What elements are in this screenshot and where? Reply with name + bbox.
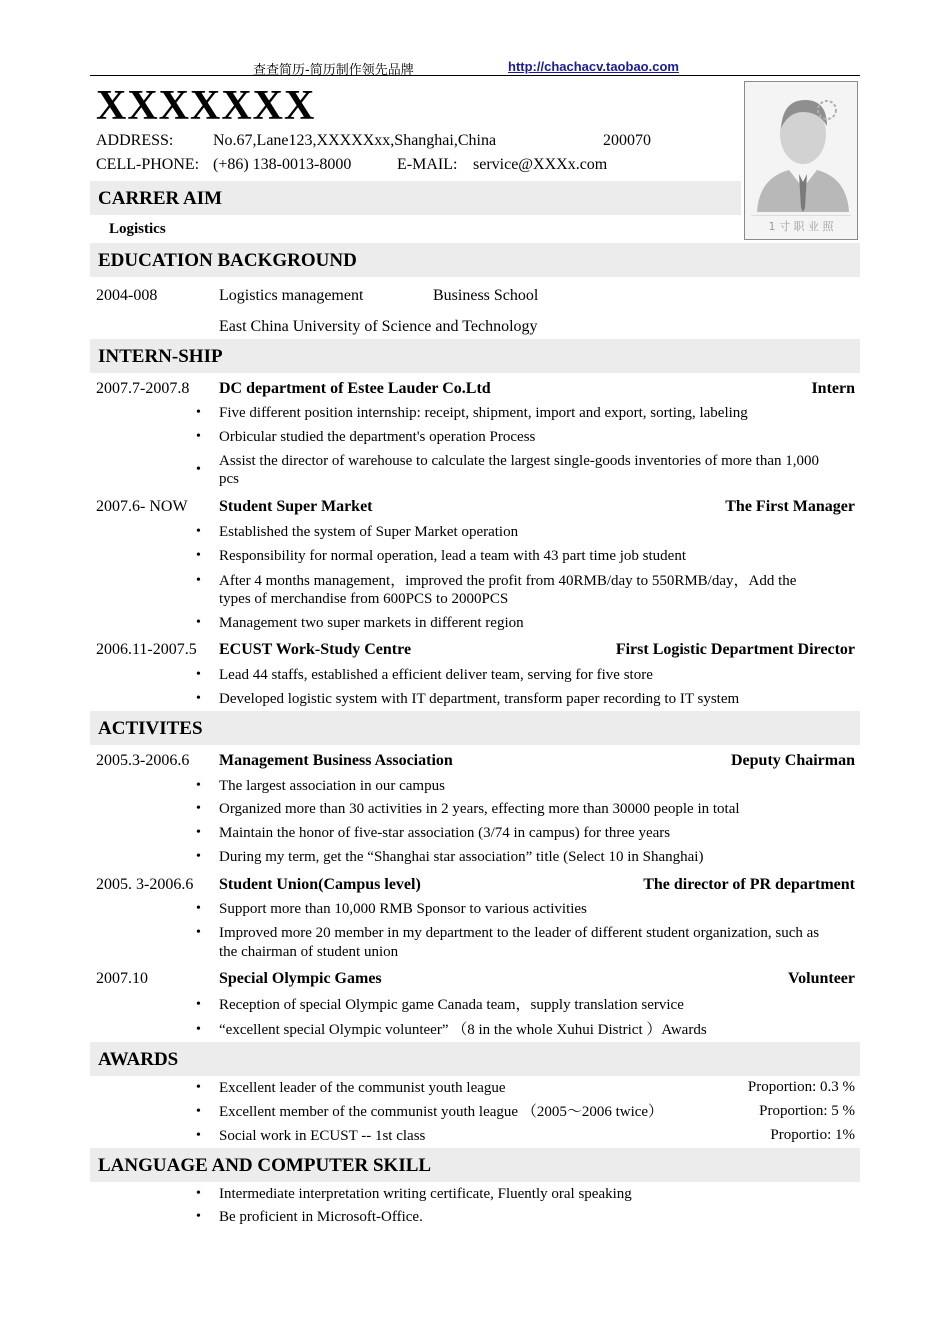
list-item: Responsibility for normal operation, lead a team with 43 part time job student <box>219 548 686 564</box>
bullet-icon: • <box>196 573 201 588</box>
section-title: LANGUAGE AND COMPUTER SKILL <box>98 1155 432 1176</box>
education-school-type: Business School <box>433 287 539 304</box>
list-item: Management two super markets in different region <box>219 615 524 631</box>
intern-date: 2006.11-2007.5 <box>96 641 197 658</box>
education-major: Logistics management <box>219 287 364 304</box>
intern-date: 2007.6- NOW <box>96 498 188 515</box>
zip-code: 200070 <box>603 132 651 149</box>
bullet-icon: • <box>196 405 201 420</box>
bullet-icon: • <box>196 524 201 539</box>
bullet-icon: • <box>196 1209 201 1224</box>
award-text: Excellent leader of the communist youth league <box>219 1080 506 1096</box>
brand-link[interactable]: http://chachacv.taobao.com <box>508 59 679 74</box>
intern-org: DC department of Estee Lauder Co.Ltd <box>219 380 491 397</box>
list-item-continuation: pcs <box>219 471 239 487</box>
section-title: EDUCATION BACKGROUND <box>98 250 357 271</box>
brand-text: 查查简历-简历制作领先品牌 <box>253 63 414 78</box>
bullet-icon: • <box>196 429 201 444</box>
section-language-skill <box>90 1148 860 1182</box>
header-divider <box>90 75 860 76</box>
activity-date: 2007.10 <box>96 970 148 987</box>
list-item: Maintain the honor of five-star association (3/74 in campus) for three years <box>219 825 671 841</box>
activity-org: Special Olympic Games <box>219 970 382 987</box>
intern-role: Intern <box>811 380 855 397</box>
person-silhouette-icon <box>745 82 857 239</box>
section-title: CARRER AIM <box>98 188 223 209</box>
section-title: INTERN-SHIP <box>98 346 223 367</box>
bullet-icon: • <box>196 778 201 793</box>
bullet-icon: • <box>196 1022 201 1037</box>
intern-role: First Logistic Department Director <box>615 641 855 658</box>
list-item: Be proficient in Microsoft-Office. <box>219 1209 423 1225</box>
list-item: Intermediate interpretation writing certificate, Fluently oral speaking <box>219 1186 632 1202</box>
address-value: No.67,Lane123,XXXXXxx,Shanghai,China <box>213 132 497 149</box>
list-item: Organized more than 30 activities in 2 years, effecting more than 30000 people in total <box>219 801 740 817</box>
activity-org: Management Business Association <box>219 752 453 769</box>
activity-role: Deputy Chairman <box>730 752 855 769</box>
list-item: During my term, get the “Shanghai star association” title (Select 10 in Shanghai) <box>219 849 704 865</box>
photo-caption: 1 寸 职 业 照 <box>768 220 834 233</box>
intern-date: 2007.7-2007.8 <box>96 380 190 397</box>
bullet-icon: • <box>196 1186 201 1201</box>
intern-org: ECUST Work-Study Centre <box>219 641 412 658</box>
bullet-icon: • <box>196 1104 201 1119</box>
list-item: Established the system of Super Market operation <box>219 524 519 540</box>
intern-role: The First Manager <box>725 498 855 515</box>
section-title: ACTIVITES <box>98 718 203 739</box>
list-item-continuation: the chairman of student union <box>219 944 399 960</box>
bullet-icon: • <box>196 462 201 477</box>
list-item-continuation: types of merchandise from 600PCS to 2000PCS <box>219 591 509 607</box>
section-title: AWARDS <box>98 1049 179 1070</box>
section-education <box>90 243 860 277</box>
bullet-icon: • <box>196 801 201 816</box>
bullet-icon: • <box>196 667 201 682</box>
resume-name: XXXXXXX <box>96 83 316 129</box>
section-career-aim <box>90 181 741 215</box>
bullet-icon: • <box>196 849 201 864</box>
activity-role: The director of PR department <box>643 876 855 893</box>
list-item: Improved more 20 member in my department to the leader of different student organization, such as <box>219 925 820 941</box>
email-value: service@XXXx.com <box>473 156 608 173</box>
list-item: Five different position internship: receipt, shipment, import and export, sorting, labeling <box>219 405 748 421</box>
bullet-icon: • <box>196 691 201 706</box>
award-proportion: Proportion: 5 % <box>759 1103 855 1119</box>
profile-photo <box>744 81 858 240</box>
education-date: 2004-008 <box>96 287 158 304</box>
award-text: Social work in ECUST -- 1st class <box>219 1128 426 1144</box>
bullet-icon: • <box>196 615 201 630</box>
bullet-icon: • <box>196 925 201 940</box>
award-proportion: Proportio: 1% <box>770 1127 855 1143</box>
activity-date: 2005.3-2006.6 <box>96 752 190 769</box>
activity-date: 2005. 3-2006.6 <box>96 876 194 893</box>
phone-label: CELL-PHONE: <box>96 156 200 173</box>
list-item: Developed logistic system with IT department, transform paper recording to IT system <box>219 691 740 707</box>
list-item: Orbicular studied the department's operation Process <box>219 429 536 445</box>
list-item: Assist the director of warehouse to calculate the largest single-goods inventories of more than 1,000 <box>219 453 819 469</box>
activity-role: Volunteer <box>788 970 855 987</box>
list-item: After 4 months management，improved the profit from 40RMB/day to 550RMB/day，Add the <box>219 573 797 589</box>
list-item: Reception of special Olympic game Canada team，supply translation service <box>219 997 684 1013</box>
phone-value: (+86) 138-0013-8000 <box>213 156 352 173</box>
list-item: The largest association in our campus <box>219 778 445 794</box>
award-text: Excellent member of the communist youth league （2005～2006 twice） <box>219 1104 664 1120</box>
bullet-icon: • <box>196 825 201 840</box>
education-university: East China University of Science and Technology <box>219 318 538 335</box>
activity-org: Student Union(Campus level) <box>219 876 421 893</box>
bullet-icon: • <box>196 997 201 1012</box>
bullet-icon: • <box>196 901 201 916</box>
section-internship <box>90 339 860 373</box>
section-activities <box>90 711 860 745</box>
list-item: Lead 44 staffs, established a efficient deliver team, serving for five store <box>219 667 653 683</box>
list-item: “excellent special Olympic volunteer” （8 in the whole Xuhui District ）Awards <box>219 1022 707 1038</box>
career-aim-value: Logistics <box>109 221 166 237</box>
section-awards <box>90 1042 860 1076</box>
bullet-icon: • <box>196 1128 201 1143</box>
bullet-icon: • <box>196 548 201 563</box>
bullet-icon: • <box>196 1080 201 1095</box>
list-item: Support more than 10,000 RMB Sponsor to various activities <box>219 901 587 917</box>
award-proportion: Proportion: 0.3 % <box>747 1079 855 1095</box>
intern-org: Student Super Market <box>219 498 373 515</box>
address-label: ADDRESS: <box>96 132 174 149</box>
email-label: E-MAIL: <box>397 156 458 173</box>
